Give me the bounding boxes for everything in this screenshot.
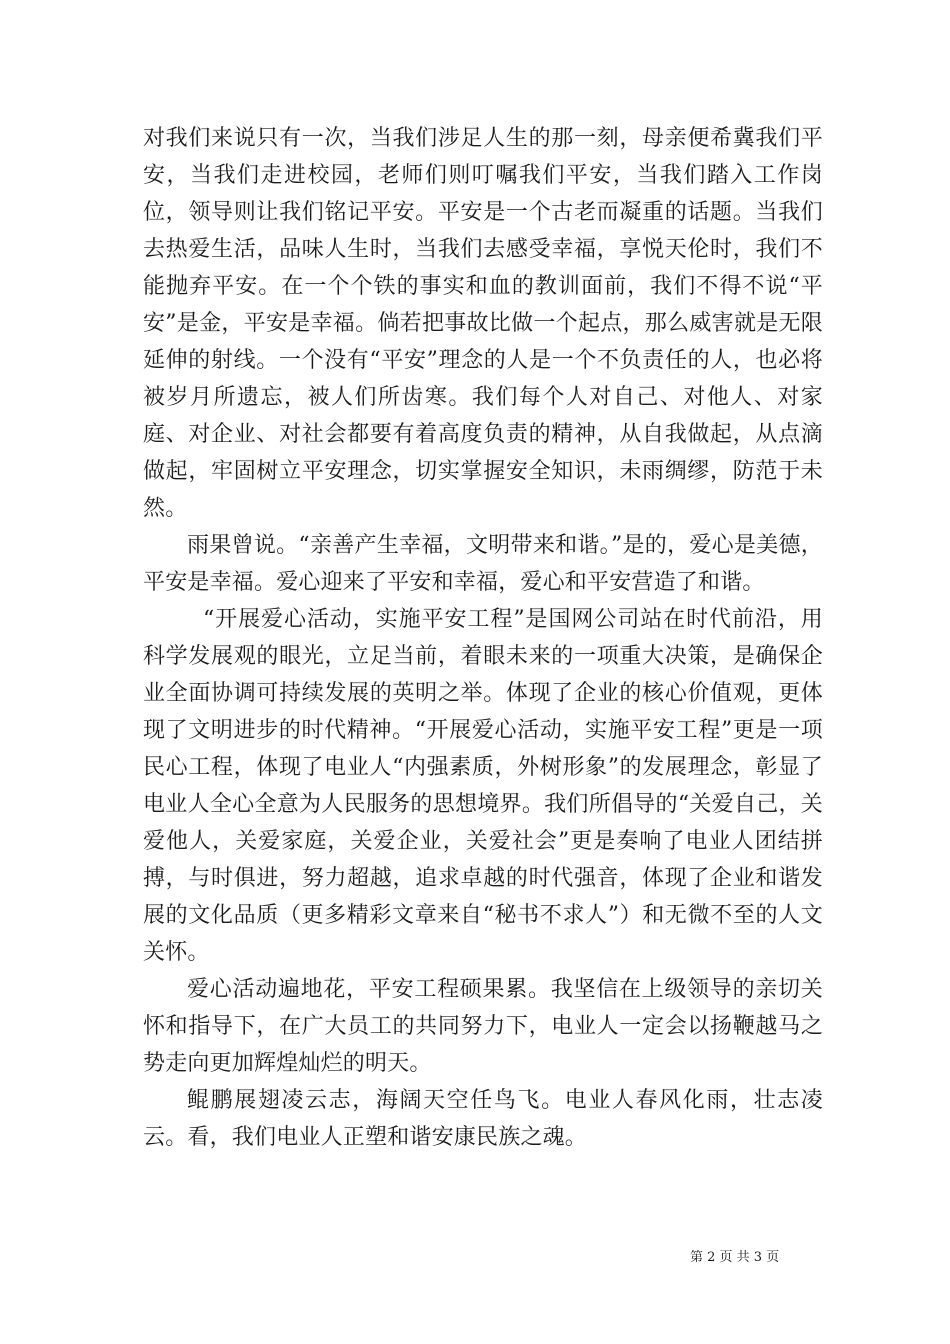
paragraph-1: 对我们来说只有一次，当我们涉足人生的那一刻，母亲便希冀我们平安，当我们走进校园，老师们则叮嘱我们平安，当我们踏入工作岗位，领导则让我们铭记平安。平安是一个古老而凝重的话题。当我们去热爱生活，品味人生时，当我们去感受幸福，享悦天伦时，我们不能抛弃平安。在一个个铁的事实和血的教训面前，我们不得不说“平安”是金，平安是幸福。倘若把事故比做一个起点，那么威害就是无限延伸的射线。一个没有“平安”理念的人是一个不负责任的人，也必将被岁月所遗忘，被人们所齿寒。我们每个人对自己、对他人、对家庭、对企业、对社会都要有着高度负责的精神，从自我做起，从点滴做起，牢固树立平安理念，切实掌握安全知识，未雨绸缪，防范于未然。 xyxy=(143,126,823,521)
document-body xyxy=(143,120,823,1156)
page-number-footer: 第 2 页 共 3 页 xyxy=(690,1250,780,1265)
paragraph-3: “开展爱心活动，实施平安工程”是国网公司站在时代前沿，用科学发展观的眼光，立足当前，着眼未来的一项重大决策，是确保企业全面协调可持续发展的英明之举。体现了企业的核心价值观，更体现了文明进步的时代精神。“开展爱心活动，实施平安工程”更是一项民心工程，体现了电业人“内强素质，外树形象”的发展理念，彰显了电业人全心全意为人民服务的思想境界。我们所倡导的“关爱自己，关爱他人，关爱家庭，关爱企业，关爱社会”更是奏响了电业人团结拼搏，与时俱进，努力超越，追求卓越的时代强音，体现了企业和谐发展的文化品质（更多精彩文章来自“秘书不求人”）和无微不至的人文关怀。 xyxy=(143,607,823,965)
paragraph-4: 爱心活动遍地花，平安工程硕果累。我坚信在上级领导的亲切关怀和指导下，在广大员工的共同努力下，电业人一定会以扬鞭越马之势走向更加辉煌灿烂的明天。 xyxy=(143,977,823,1076)
paragraph-5: 鲲鹏展翅凌云志，海阔天空任鸟飞。电业人春风化雨，壮志凌云。看，我们电业人正塑和谐安康民族之魂。 xyxy=(143,1088,823,1150)
paragraph-2: 雨果曾说。“亲善产生幸福，文明带来和谐。”是的，爱心是美德，平安是幸福。爱心迎来了平安和幸福，爱心和平安营造了和谐。 xyxy=(143,533,823,595)
